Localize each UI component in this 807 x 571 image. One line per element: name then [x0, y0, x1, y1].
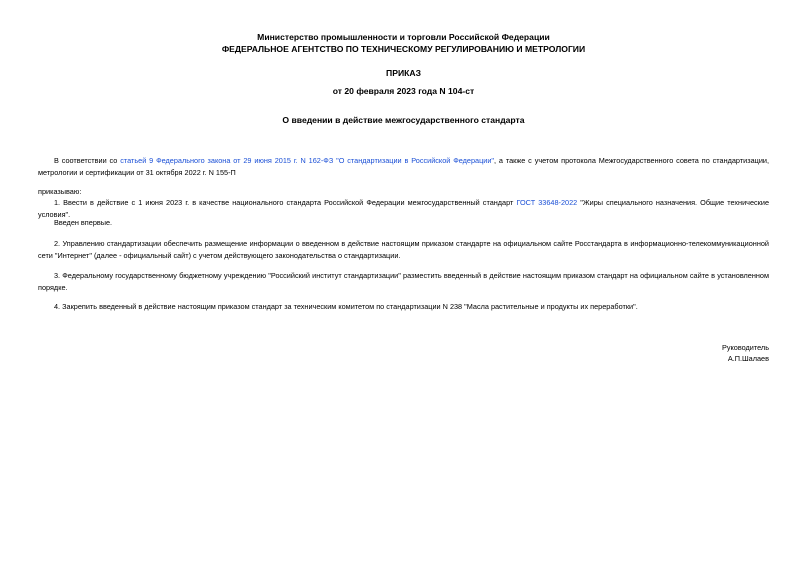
item-3-paragraph: 3. Федеральному государственному бюджетному учреждению "Российский институт стандартизации" разместить введенный в действие настоящим приказом стандарт на официальном сайте в установленном порядке.: [38, 271, 769, 292]
order-word: приказываю:: [38, 187, 82, 196]
preamble-paragraph: [38, 155, 769, 178]
document-type: ПРИКАЗ: [386, 68, 421, 78]
preamble-suffix: , а также с учетом протокола Межгосударственного совета по стандартизации, метрологии и сертификации от 31 октября 2022 г. N 155-П: [38, 156, 770, 177]
intro-note: Введен впервые.: [54, 218, 113, 227]
document-date-number: от 20 февраля 2023 года N 104-ст: [332, 86, 475, 96]
ministry-heading: Министерство промышленности и торговли Российской Федерации: [257, 32, 550, 42]
item-1-suffix: "Жиры специального назначения. Общие технические условия".: [38, 198, 769, 219]
agency-heading: ФЕДЕРАЛЬНОЕ АГЕНТСТВО ПО ТЕХНИЧЕСКОМУ РЕГУЛИРОВАНИЮ И МЕТРОЛОГИИ: [221, 44, 586, 54]
signatory-name: А.П.Шалаев: [727, 354, 769, 363]
signatory-title: Руководитель: [721, 343, 769, 352]
document-title: О введении в действие межгосударственного стандарта: [282, 115, 525, 125]
preamble-prefix: В соответствии со: [54, 156, 121, 165]
item-4-paragraph: 4. Закрепить введенный в действие настоящим приказом стандарт за техническим комитетом по стандартизации N 238 "Масла растительные и продукты их переработки".: [54, 302, 638, 311]
item-1-prefix: 1. Ввести в действие с 1 июня 2023 г. в качестве национального стандарта Российской Федерации межгосударственный стандарт: [54, 198, 517, 207]
item-2-paragraph: 2. Управлению стандартизации обеспечить размещение информации о введенном в действие настоящим приказом стандарте на официальном сайте Росстандарта в информационно-телекоммуникационной сети "Интернет" (далее - официальный сайт) с учетом действующего законодательства о стандартизации.: [38, 239, 769, 260]
gost-link[interactable]: ГОСТ 33648-2022: [516, 198, 578, 207]
federal-law-link[interactable]: статьей 9 Федерального закона от 29 июня 2015 г. N 162-ФЗ "О стандартизации в Российской Федерации": [120, 156, 495, 165]
